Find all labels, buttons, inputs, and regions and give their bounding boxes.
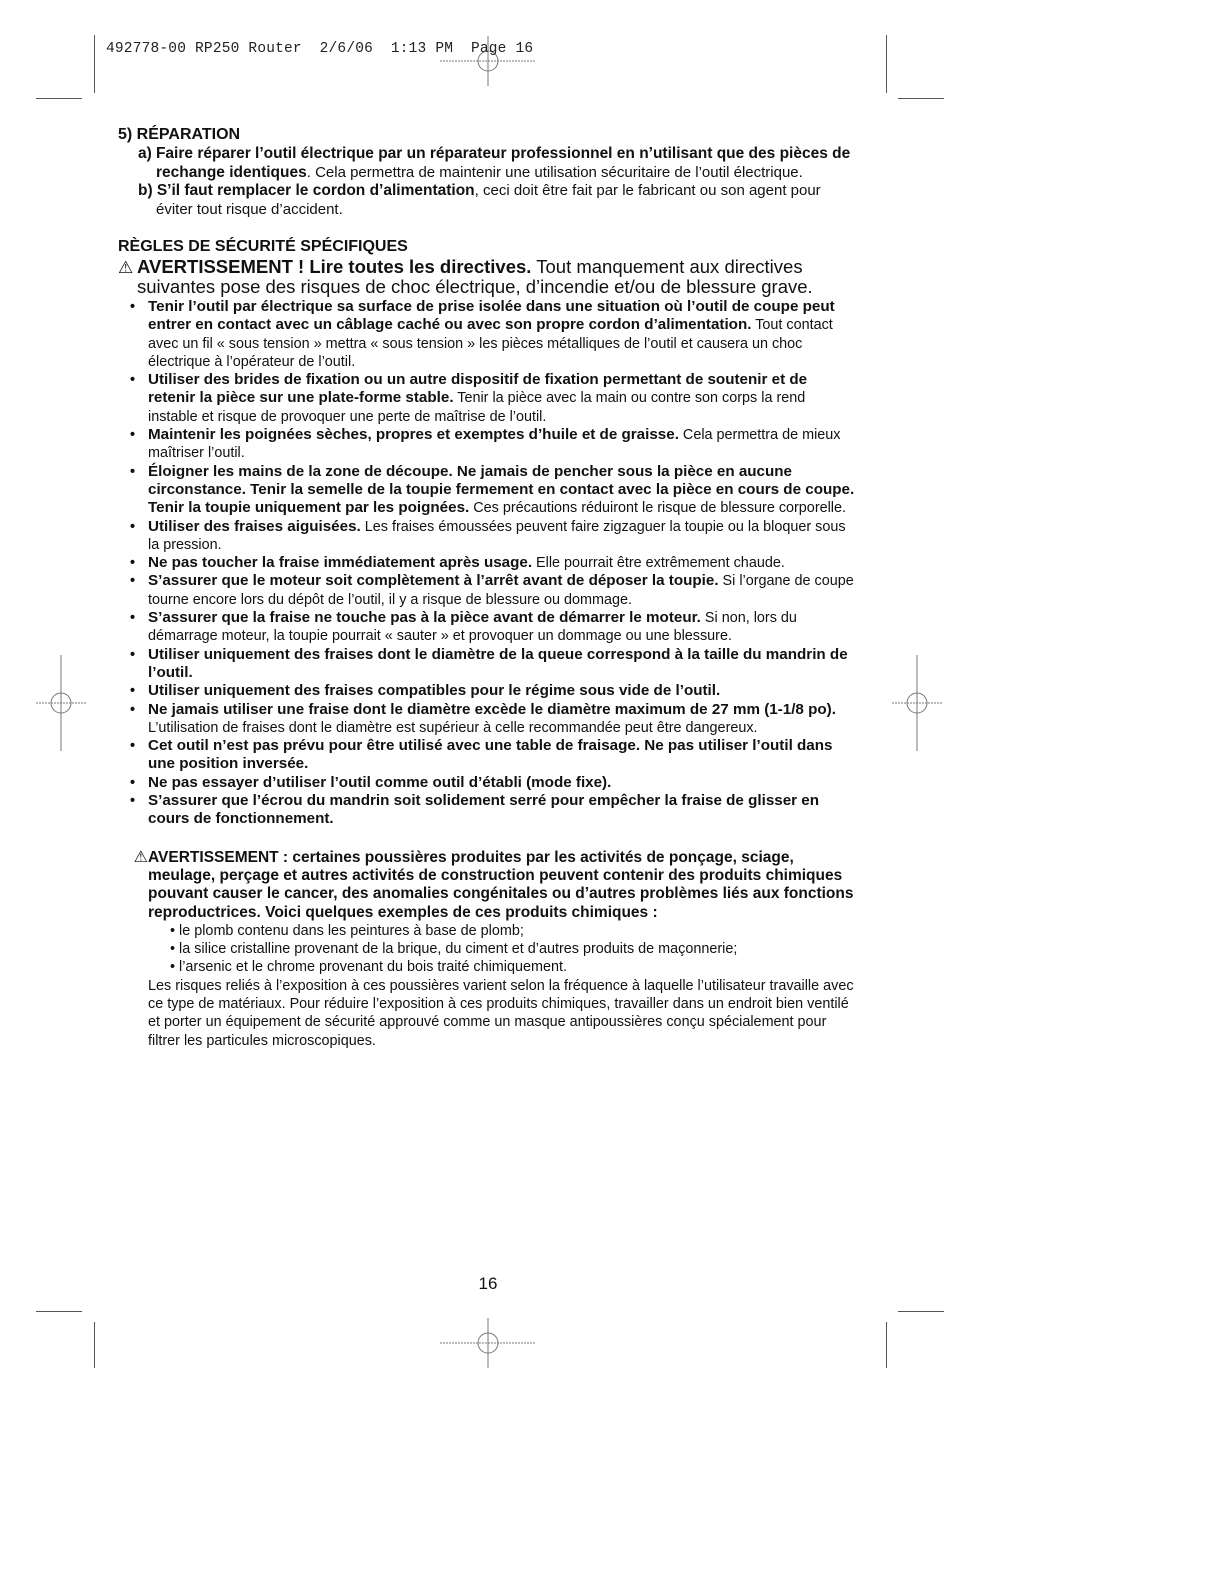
rule-item bbox=[118, 774, 858, 792]
rule-item bbox=[118, 682, 858, 700]
bullet-icon: • bbox=[130, 463, 136, 480]
item-bold: S’il faut remplacer le cordon d’alimentation bbox=[156, 182, 475, 199]
rule-text: Ces précautions réduiront le risque de blessure corporelle. bbox=[469, 500, 847, 517]
reparation-item bbox=[118, 182, 858, 219]
item-text: , ceci doit être fait par le fabricant ou son agent pour éviter tout risque d’accident. bbox=[156, 182, 821, 218]
rule-bold: Ne pas essayer d’utiliser l’outil comme outil d’établi (mode fixe). bbox=[148, 773, 612, 791]
bullet-icon: • bbox=[130, 555, 136, 572]
crop-mark bbox=[886, 1322, 887, 1368]
dust-warning-text: AVERTISSEMENT : certaines poussières produites par les activités de ponçage, sciage, meulage, perçage et autres activités de construction peuvent contenir des produits chimiques pouvant causer le cancer, des anomalies congénitales ou d’autres problèmes liés aux fonctions reproductrices. Voici quelques exemples de ces produits chimiques : bbox=[148, 848, 854, 921]
bullet-icon: • bbox=[130, 573, 136, 590]
rule-text: Elle pourrait être extrêmement chaude. bbox=[532, 555, 785, 572]
rule-bold: Utiliser des brides de fixation ou un autre dispositif de fixation permettant de soutenir et de retenir la pièce sur une plate-forme stable. bbox=[148, 371, 808, 407]
bullet-icon: • bbox=[130, 646, 136, 663]
bullet-icon: • bbox=[130, 518, 136, 535]
dust-warning-paragraph bbox=[118, 849, 858, 922]
bullet-icon: • bbox=[130, 774, 136, 791]
reparation-list bbox=[118, 145, 858, 219]
rule-item bbox=[118, 737, 858, 774]
rule-item bbox=[118, 572, 858, 609]
rule-text: Cela permettra de mieux maîtriser l’outil. bbox=[148, 427, 841, 462]
bullet-icon: • bbox=[130, 610, 136, 627]
warning-paragraph bbox=[118, 257, 858, 296]
chemical-item: • la silice cristalline provenant de la brique, du ciment et d’autres produits de maçonnerie; bbox=[170, 941, 738, 958]
rule-item bbox=[118, 426, 858, 463]
warning-icon: ⚠ bbox=[133, 848, 148, 866]
item-letter: a) bbox=[138, 145, 152, 162]
rule-bold: S’assurer que le moteur soit complètement à l’arrêt avant de déposer la toupie. bbox=[148, 572, 719, 590]
rule-bold: Ne jamais utiliser une fraise dont le diamètre excède le diamètre maximum de 27 mm (1-1/8 po). bbox=[148, 700, 836, 718]
rule-text: L’utilisation de fraises dont le diamètre est supérieur à celle recommandée peut être dangereux. bbox=[148, 719, 758, 736]
reparation-item bbox=[118, 145, 858, 182]
rule-bold: S’assurer que la fraise ne touche pas à la pièce avant de démarrer le moteur. bbox=[148, 609, 701, 627]
rule-text: Tenir la pièce avec la main ou contre son corps la rend instable et risque de provoquer une perte de maîtrise de l’outil. bbox=[148, 390, 806, 425]
warning-heading: AVERTISSEMENT ! Lire toutes les directives. bbox=[137, 256, 532, 277]
rule-item bbox=[118, 701, 858, 738]
bullet-icon: • bbox=[130, 738, 136, 755]
crop-mark bbox=[94, 35, 95, 93]
crop-mark bbox=[886, 35, 887, 93]
item-text: . Cela permettra de maintenir une utilisation sécuritaire de l’outil électrique. bbox=[306, 163, 803, 181]
rule-text: Tout contact avec un fil « sous tension » mettra « sous tension » les pièces métalliques de l’outil et causera un choc électrique à l’opérateur de l’outil. bbox=[148, 317, 833, 370]
registration-mark-left bbox=[36, 655, 86, 751]
rule-item bbox=[118, 371, 858, 426]
rule-bold: Ne pas toucher la fraise immédiatement après usage. bbox=[148, 554, 533, 572]
crop-mark bbox=[898, 98, 944, 99]
chemicals-list bbox=[118, 922, 858, 977]
rule-bold: Tenir l’outil par électrique sa surface de prise isolée dans une situation où l’outil de coupe peut entrer en contact avec un câblage caché ou avec son propre cordon d’alimentation. bbox=[148, 298, 835, 334]
section-heading-reparation: 5) RÉPARATION bbox=[118, 126, 241, 143]
chemical-item: • l’arsenic et le chrome provenant du bois traité chimiquement. bbox=[170, 959, 567, 976]
rule-item bbox=[118, 554, 858, 572]
rule-item bbox=[118, 646, 858, 683]
rule-text: Les fraises émoussées peuvent faire zigzaguer la toupie ou la bloquer sous la pression. bbox=[148, 518, 846, 553]
rule-bold: Cet outil n’est pas prévu pour être utilisé avec une table de fraisage. Ne pas utiliser l’outil dans une position inversée. bbox=[148, 737, 833, 773]
section-heading-specific-rules: RÈGLES DE SÉCURITÉ SPÉCIFIQUES bbox=[118, 238, 408, 255]
rule-text: Si non, lors du démarrage moteur, la toupie pourrait « sauter » et provoquer un dommage ou une blessure. bbox=[148, 610, 797, 645]
rule-bold: Utiliser uniquement des fraises dont le diamètre de la queue correspond à la taille du mandrin de l’outil. bbox=[148, 645, 848, 681]
rule-bold: Utiliser des fraises aiguisées. bbox=[148, 517, 361, 535]
rule-item bbox=[118, 609, 858, 646]
crop-mark bbox=[898, 1311, 944, 1312]
warning-icon: ⚠ bbox=[118, 258, 134, 277]
rules-list bbox=[118, 298, 858, 829]
rule-item bbox=[118, 518, 858, 555]
bullet-icon: • bbox=[130, 372, 136, 389]
bullet-icon: • bbox=[130, 299, 136, 315]
bullet-icon: • bbox=[130, 683, 136, 700]
registration-mark-right bbox=[892, 655, 942, 751]
registration-mark-bottom bbox=[440, 1318, 536, 1368]
rule-item bbox=[118, 792, 858, 829]
crop-mark bbox=[36, 98, 82, 99]
crop-mark bbox=[36, 1311, 82, 1312]
rule-bold: Utiliser uniquement des fraises compatibles pour le régime sous vide de l’outil. bbox=[148, 682, 721, 700]
item-letter: b) bbox=[138, 182, 153, 199]
rule-item bbox=[118, 298, 858, 371]
rule-bold: S’assurer que l’écrou du mandrin soit solidement serré pour empêcher la fraise de glisser en cours de fonctionnement. bbox=[148, 792, 820, 828]
rule-bold: Éloigner les mains de la zone de découpe. Ne jamais de pencher sous la pièce en aucune circonstance. Tenir la semelle de la toupie fermement en contact avec la pièce en cours de coupe. Tenir la toupie uniquement par les poignées. bbox=[148, 462, 855, 517]
rule-bold: Maintenir les poignées sèches, propres et exemptes d’huile et de graisse. bbox=[148, 426, 679, 444]
page-number: 16 bbox=[478, 1274, 498, 1293]
chemical-item: • le plomb contenu dans les peintures à base de plomb; bbox=[170, 922, 524, 939]
print-slug: 492778-00 RP250 Router 2/6/06 1:13 PM Page 16 bbox=[106, 41, 534, 57]
rule-item bbox=[118, 463, 858, 518]
rule-text: Si l’organe de coupe tourne encore lors du dépôt de l’outil, il y a risque de blessure ou dommage. bbox=[148, 573, 854, 608]
bullet-icon: • bbox=[130, 427, 136, 444]
bullet-icon: • bbox=[130, 793, 136, 810]
page-content bbox=[118, 125, 858, 1050]
dust-closing-paragraph: Les risques reliés à l’exposition à ces poussières varient selon la fréquence à laquelle l’utilisateur travaille avec ce type de matériaux. Pour réduire l’exposition à ces produits chimiques, travailler dans un endroit bien ventilé et porter un équipement de sécurité approuvé comme un masque antipoussières conçu spécialement pour filtrer les particules microscopiques. bbox=[148, 977, 854, 1049]
crop-mark bbox=[94, 1322, 95, 1368]
item-bold: Faire réparer l’outil électrique par un réparateur professionnel en n’utilisant que des pièces de rechange identiques bbox=[155, 145, 851, 181]
bullet-icon: • bbox=[130, 701, 136, 718]
warning-text: Tout manquement aux directives suivantes pose des risques de choc électrique, d’incendie et/ou de blessure grave. bbox=[137, 256, 813, 297]
